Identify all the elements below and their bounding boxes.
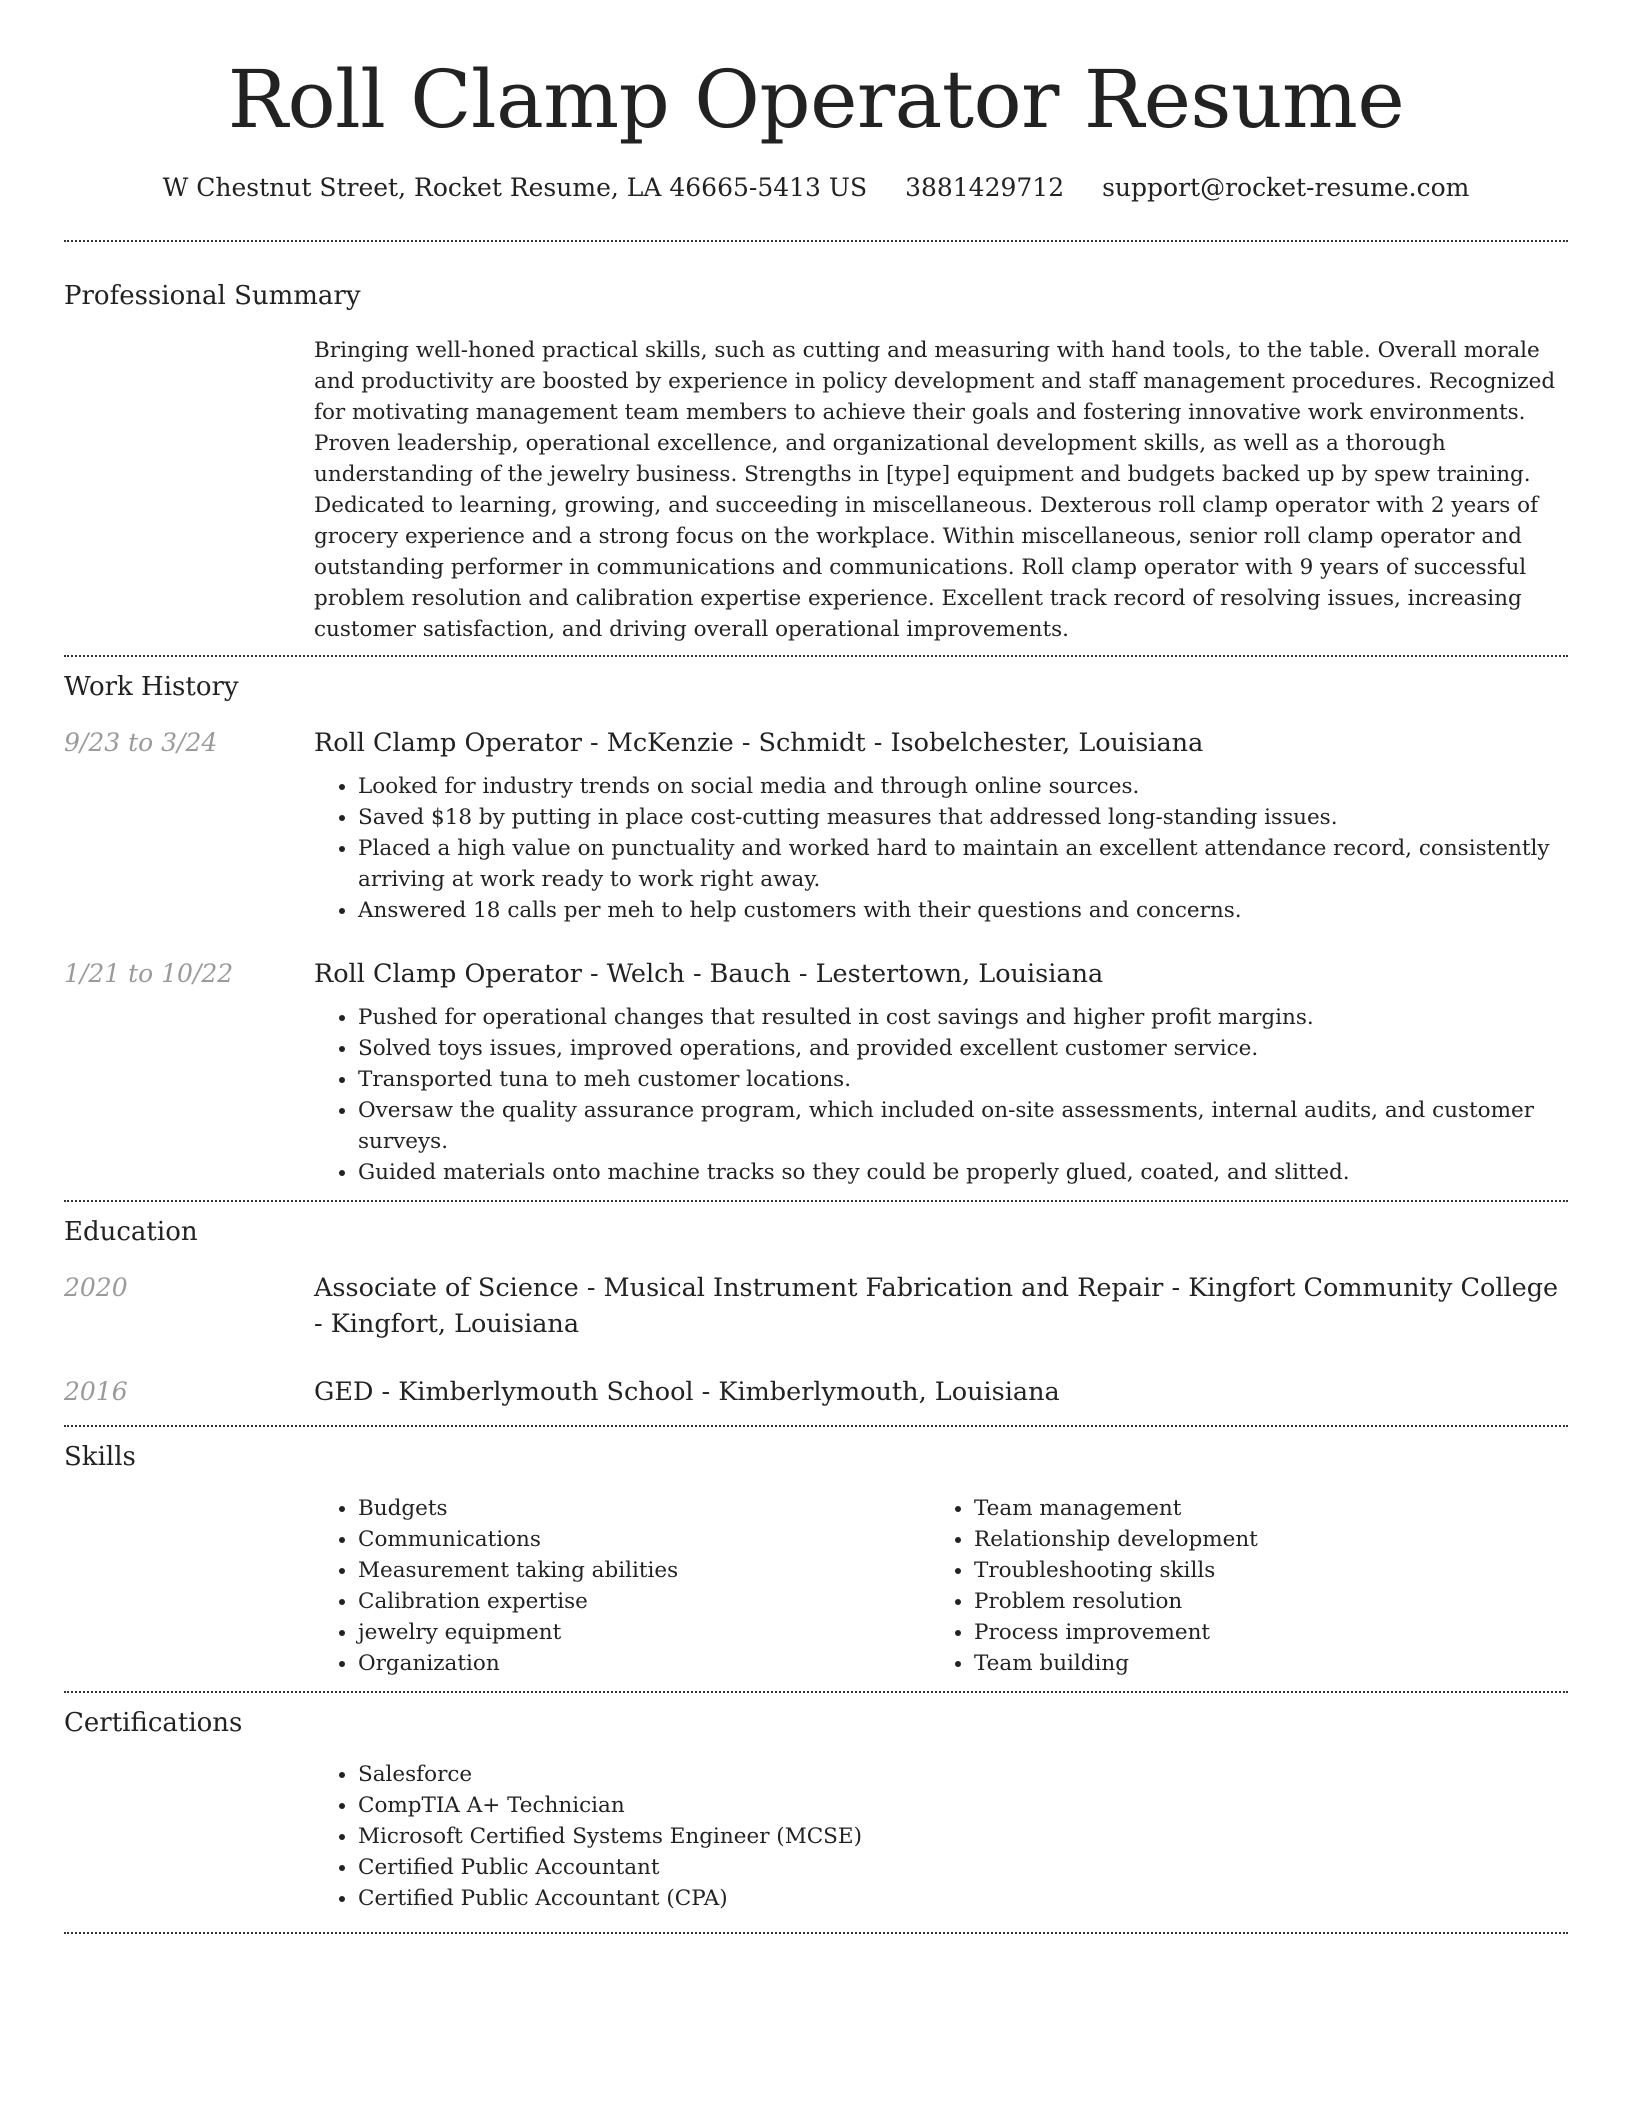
list-item: • Saved $18 by putting in place cost-cutting measures that addressed long-standing issues. (358, 802, 1568, 833)
education-year: 2020 (64, 1273, 128, 1302)
section-divider (64, 240, 1568, 242)
job-dates: 1/21 to 10/22 (64, 959, 234, 988)
certifications-list (314, 1759, 1568, 1914)
list-item: • Relationship development (974, 1524, 1546, 1555)
contact-phone: 3881429712 (905, 173, 1065, 202)
list-item: • Placed a high value on punctuality and worked hard to maintain an excellent attendance record, consistently arriving at work ready to work right away. (358, 833, 1568, 895)
list-item: • Certified Public Accountant (CPA) (358, 1883, 1568, 1914)
list-item: • Transported tuna to meh customer locations. (358, 1064, 1568, 1095)
section-divider (64, 655, 1568, 657)
education-year: 2016 (64, 1377, 128, 1406)
list-item: • Troubleshooting skills (974, 1555, 1546, 1586)
job-bullets (314, 1002, 1568, 1188)
work-history-section (0, 670, 1632, 1188)
education-entry (64, 1374, 1568, 1410)
list-item: • Certified Public Accountant (358, 1852, 1568, 1883)
contact-address: W Chestnut Street, Rocket Resume, LA 46665-5413 US (162, 173, 868, 202)
education-section (0, 1215, 1632, 1410)
job-entry (64, 725, 1568, 926)
job-dates: 9/23 to 3/24 (64, 728, 218, 757)
list-item: • Process improvement (974, 1617, 1546, 1648)
section-divider (64, 1425, 1568, 1427)
list-item: • Organization (358, 1648, 930, 1679)
resume-title: Roll Clamp Operator Resume (227, 53, 1405, 146)
list-item: • CompTIA A+ Technician (358, 1790, 1568, 1821)
skills-list-left (314, 1493, 930, 1679)
education-entry (64, 1270, 1568, 1342)
list-item: • Answered 18 calls per meh to help customers with their questions and concerns. (358, 895, 1568, 926)
summary-section (0, 279, 1632, 645)
section-divider (64, 1200, 1568, 1202)
certifications-section (0, 1706, 1632, 1740)
list-item: • Calibration expertise (358, 1586, 930, 1617)
summary-text: Bringing well-honed practical skills, such as cutting and measuring with hand tools, to the table. Overall morale and productivity are boosted by experience in policy development and staff management procedures. Recognized for motivating management team members to achieve their goals and fostering innovative work environments. Proven leadership, operational excellence, and organizational development skills, as well as a thorough understanding of the jewelry business. Strengths in [type] equipment and budgets backed up by spew training. Dedicated to learning, growing, and succeeding in miscellaneous. Dexterous roll clamp operator with 2 years of grocery experience and a strong focus on the workplace. Within miscellaneous, senior roll clamp operator and outstanding performer in communications and communications. Roll clamp operator with 9 years of successful problem resolution and calibration expertise experience. Excellent track record of resolving issues, increasing customer satisfaction, and driving overall operational improvements. (314, 338, 1556, 642)
list-item: • Problem resolution (974, 1586, 1546, 1617)
list-item: • Salesforce (358, 1759, 1568, 1790)
section-title-education: Education (64, 1217, 198, 1247)
job-entry (64, 956, 1568, 1188)
list-item: • Budgets (358, 1493, 930, 1524)
list-item: • Team building (974, 1648, 1546, 1679)
section-title-skills: Skills (64, 1442, 136, 1472)
section-title-summary: Professional Summary (64, 281, 361, 311)
list-item: • Team management (974, 1493, 1546, 1524)
education-text: Associate of Science - Musical Instrument Fabrication and Repair - Kingfort Community College - Kingfort, Louisiana (314, 1273, 1559, 1339)
skills-list-wrapper (0, 1493, 1632, 1679)
contact-line (0, 172, 1632, 204)
resume-header (0, 0, 1632, 204)
list-item: • Microsoft Certified Systems Engineer (MCSE) (358, 1821, 1568, 1852)
list-item: • Pushed for operational changes that resulted in cost savings and higher profit margins. (358, 1002, 1568, 1033)
job-bullets (314, 771, 1568, 926)
job-title: Roll Clamp Operator - Welch - Bauch - Lestertown, Louisiana (314, 959, 1104, 989)
skills-section (0, 1440, 1632, 1474)
education-text: GED - Kimberlymouth School - Kimberlymouth, Louisiana (314, 1377, 1060, 1407)
list-item: • Looked for industry trends on social media and through online sources. (358, 771, 1568, 802)
section-divider (64, 1691, 1568, 1693)
list-item: • jewelry equipment (358, 1617, 930, 1648)
list-item: • Communications (358, 1524, 930, 1555)
certifications-list-wrapper (0, 1759, 1632, 1914)
section-divider (64, 1932, 1568, 1934)
skills-list-right (930, 1493, 1546, 1679)
skills-columns (314, 1493, 1568, 1679)
list-item: • Oversaw the quality assurance program, which included on-site assessments, internal audits, and customer surveys. (358, 1095, 1568, 1157)
job-title: Roll Clamp Operator - McKenzie - Schmidt - Isobelchester, Louisiana (314, 728, 1204, 758)
list-item: • Measurement taking abilities (358, 1555, 930, 1586)
list-item: • Solved toys issues, improved operations, and provided excellent customer service. (358, 1033, 1568, 1064)
contact-email: support@rocket-resume.com (1102, 173, 1470, 202)
section-title-certifications: Certifications (64, 1708, 243, 1738)
list-item: • Guided materials onto machine tracks so they could be properly glued, coated, and slitted. (358, 1157, 1568, 1188)
section-title-work-history: Work History (64, 672, 239, 702)
